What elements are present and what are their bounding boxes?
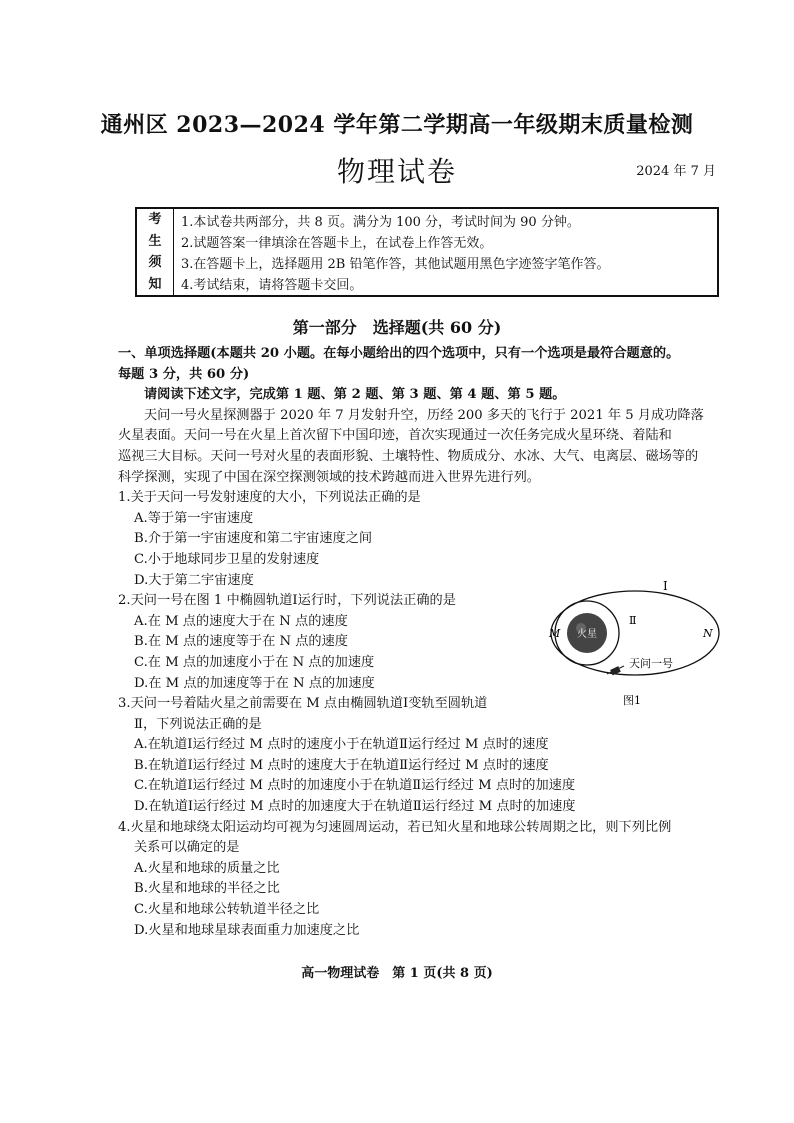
notice-item: 3.在答题卡上，选择题用 2B 铅笔作答，其他试题用黑色字迹签字笔作答。 [181,257,610,272]
probe-label: 天问一号 [629,657,673,670]
option-d: D.火星和地球星球表面重力加速度之比 [134,922,360,938]
notice-item: 4.考试结束，请将答题卡交回。 [181,278,363,293]
section-instructions-cont: 每题 3 分，共 60 分) [118,366,250,382]
option-c: C.在 M 点的加速度小于在 N 点的加速度 [134,654,375,670]
exam-date: 2024 年 7 月 [636,164,716,179]
orbit-figure [545,578,725,708]
passage-line: 天问一号火星探测器于 2020 年 7 月发射升空，历经 200 多天的飞行于 2021 年 5 月成功降落 [144,407,704,423]
option-b: B.介于第一宇宙速度和第二宇宙速度之间 [134,531,373,547]
section-instructions: 一、单项选择题(本题共 20 小题。在每小题给出的四个选项中，只有一个选项是最符合题意的。 [118,346,680,361]
question-stem: 4.火星和地球绕太阳运动均可视为匀速圆周运动，若已知火星和地球公转周期之比，则下列比例 [118,819,672,835]
option-b: B.在轨道Ⅰ运行经过 M 点时的速度大于在轨道Ⅱ运行经过 M 点时的速度 [134,757,549,773]
option-b: B.在 M 点的速度等于在 N 点的速度 [134,634,348,650]
option-d: D.在轨道Ⅰ运行经过 M 点时的加速度大于在轨道Ⅱ运行经过 M 点时的加速度 [134,799,576,815]
notice-box [135,207,719,297]
orbit-ii-label: Ⅱ [629,614,637,627]
point-m-label: M [549,627,561,640]
option-a: A.火星和地球的质量之比 [134,860,280,876]
option-c: C.在轨道Ⅰ运行经过 M 点时的加速度小于在轨道Ⅱ运行经过 M 点时的加速度 [134,778,576,794]
section-title: 第一部分 选择题(共 60 分) [292,318,502,337]
point-n-label: N [703,627,713,640]
orbit-i-label: Ⅰ [663,579,668,593]
question-4 [118,818,704,942]
subject-title: 物理试卷 [336,155,457,188]
option-a: A.在轨道Ⅰ运行经过 M 点时的速度小于在轨道Ⅱ运行经过 M 点时的速度 [134,737,549,753]
figure-caption: 图1 [623,694,641,707]
question-stem: 2.天问一号在图 1 中椭圆轨道Ⅰ运行时，下列说法正确的是 [118,593,456,609]
option-a: A.等于第一宇宙速度 [134,510,254,526]
notice-item: 1.本试卷共两部分，共 8 页。满分为 100 分，考试时间为 90 分钟。 [181,215,580,230]
question-stem-cont: Ⅱ，下列说法正确的是 [134,716,262,732]
exam-title: 通州区 2023—2024 学年第二学期高一年级期末质量检测 [100,112,694,138]
notice-item: 2.试题答案一律填涂在答题卡上，在试卷上作答无效。 [181,236,493,251]
mars-label: 火星 [577,629,597,640]
option-c: C.火星和地球公转轨道半径之比 [134,902,320,918]
option-b: B.火星和地球的半径之比 [134,881,280,897]
option-a: A.在 M 点的速度大于在 N 点的速度 [134,613,348,629]
question-3 [118,694,704,818]
question-stem: 1.关于天问一号发射速度的大小，下列说法正确的是 [118,490,421,506]
passage-line: 火星表面。天问一号在火星上首次留下中国印迹，首次实现通过一次任务完成火星环绕、着陆和 [118,428,672,444]
option-c: C.小于地球同步卫星的发射速度 [134,551,320,567]
option-d: D.在 M 点的加速度等于在 N 点的加速度 [134,675,375,691]
question-1 [118,488,704,591]
question-stem: 3.天问一号着陆火星之前需要在 M 点由椭圆轨道Ⅰ变轨至圆轨道 [118,696,488,712]
reading-prompt: 请阅读下述文字，完成第 1 题、第 2 题、第 3 题、第 4 题、第 5 题。 [144,387,566,403]
passage-line: 巡视三大目标。天问一号对火星的表面形貌、土壤特性、物质成分、水冰、大气、电离层、磁场等的 [118,448,699,464]
notice-label: 考 生 须 知 [137,209,174,295]
question-stem-cont: 关系可以确定的是 [134,840,240,856]
page-footer: 高一物理试卷 第 1 页(共 8 页) [301,966,493,981]
option-d: D.大于第二宇宙速度 [134,572,254,588]
passage-line: 科学探测，实现了中国在深空探测领域的技术跨越而进入世界先进行列。 [118,469,540,485]
notice-items [181,212,610,296]
